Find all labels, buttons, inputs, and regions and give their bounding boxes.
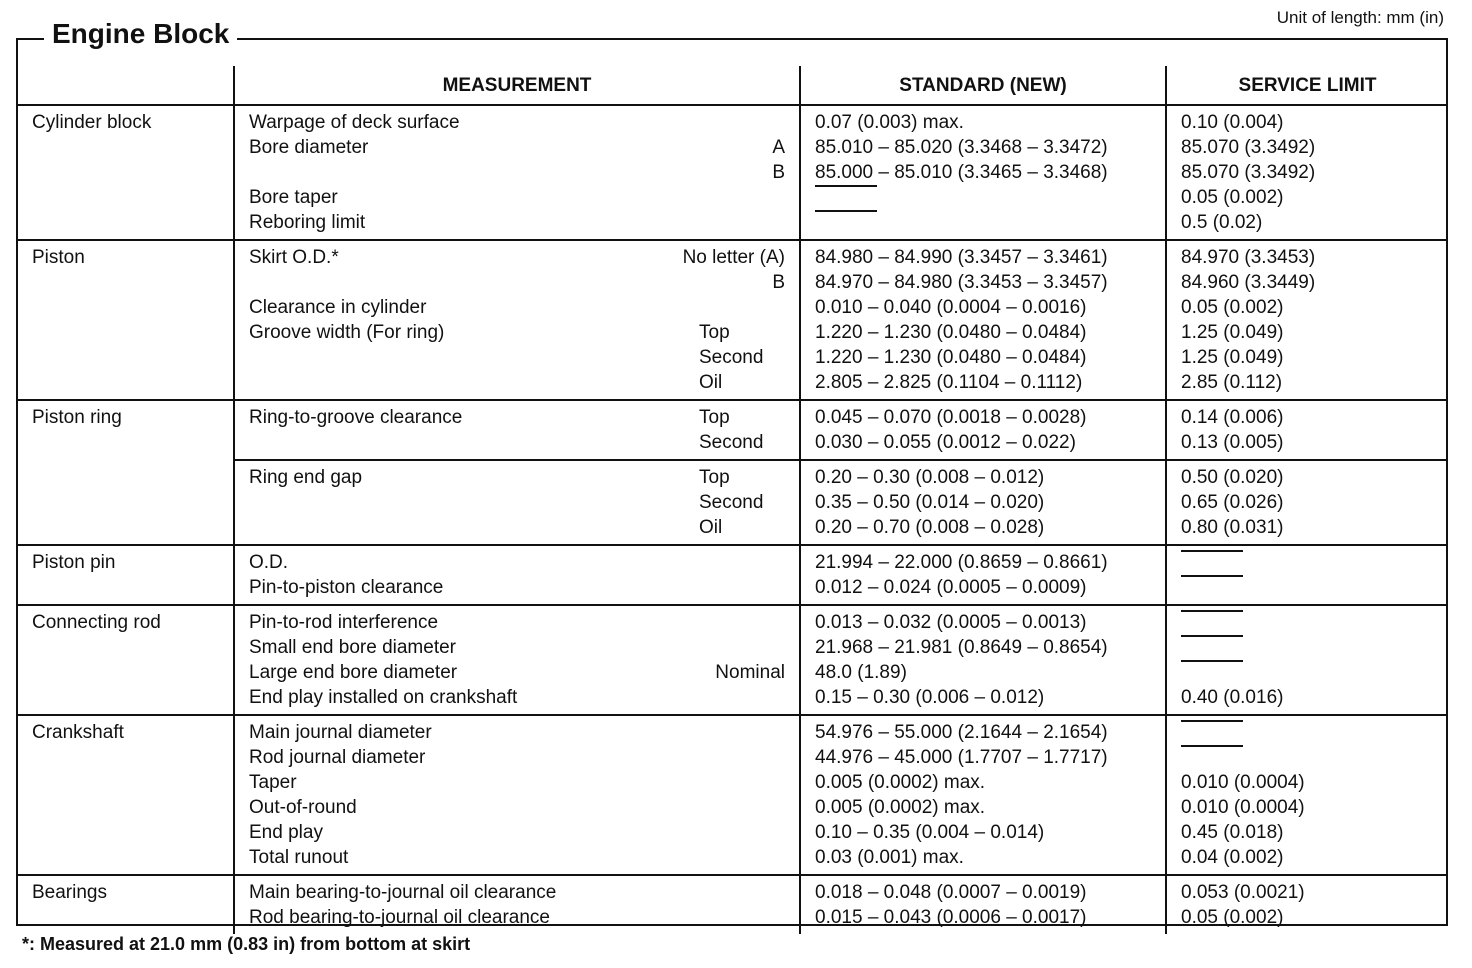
- limit-value: 0.05 (0.002): [1181, 907, 1284, 928]
- limit-value: 0.13 (0.005): [1181, 432, 1284, 453]
- measurement-line: [249, 685, 791, 710]
- measurement-condition: [699, 185, 791, 210]
- limit-line: [1181, 370, 1440, 395]
- limit-value: 0.65 (0.026): [1181, 492, 1284, 513]
- limit-value: 0.010 (0.0004): [1181, 772, 1305, 793]
- footnote: *: Measured at 21.0 mm (0.83 in) from bottom at skirt: [22, 934, 471, 954]
- standard-value: 1.220 – 1.230 (0.0480 – 0.0484): [815, 322, 1087, 343]
- standard-value: 85.000 – 85.010 (3.3465 – 3.3468): [815, 162, 1108, 183]
- standard-line: [815, 320, 1157, 345]
- not-applicable-dash: [815, 210, 877, 235]
- table-row: [16, 545, 1448, 605]
- measurement-condition: [699, 575, 791, 600]
- measurement-condition: [699, 720, 791, 745]
- group-cell: [16, 875, 234, 934]
- standard-line: [815, 720, 1157, 745]
- standard-line: [815, 490, 1157, 515]
- measurement-line: [249, 845, 791, 870]
- limit-line: [1181, 635, 1440, 660]
- standard-line: [815, 660, 1157, 685]
- measurement-condition: B: [772, 272, 785, 293]
- spec-body: [16, 105, 1448, 934]
- standard-value: 0.018 – 0.048 (0.0007 – 0.0019): [815, 882, 1087, 903]
- limit-value: 0.50 (0.020): [1181, 467, 1284, 488]
- standard-line: [815, 795, 1157, 820]
- measurement-cell: [234, 715, 800, 875]
- limit-line: [1181, 465, 1440, 490]
- header-row: [16, 66, 1448, 105]
- limit-line: [1181, 135, 1440, 160]
- limit-line: [1181, 185, 1440, 210]
- limit-value: 84.960 (3.3449): [1181, 272, 1316, 293]
- header-group: [16, 66, 234, 105]
- measurement-condition: [699, 745, 791, 770]
- limit-value: 0.40 (0.016): [1181, 687, 1284, 708]
- measurement-line: [249, 745, 791, 770]
- limit-cell: [1166, 105, 1448, 240]
- standard-value: 0.15 – 0.30 (0.006 – 0.012): [815, 687, 1045, 708]
- standard-value: 54.976 – 55.000 (2.1644 – 2.1654): [815, 722, 1108, 743]
- measurement-cell: [234, 400, 800, 460]
- measurement-condition: Second: [699, 347, 764, 368]
- standard-line: [815, 575, 1157, 600]
- limit-line: [1181, 210, 1440, 235]
- standard-value: 21.994 – 22.000 (0.8659 – 0.8661): [815, 552, 1108, 573]
- table-row: [16, 875, 1448, 934]
- measurement-line: [249, 245, 791, 270]
- not-applicable-dash: [1181, 550, 1243, 575]
- limit-cell: [1166, 400, 1448, 460]
- measurement-name: Large end bore diameter: [249, 662, 458, 683]
- measurement-name: Bore taper: [249, 187, 338, 208]
- not-applicable-dash: [1181, 610, 1243, 635]
- measurement-name: Warpage of deck surface: [249, 112, 460, 133]
- measurement-condition: [699, 820, 791, 845]
- measurement-line: [249, 160, 791, 185]
- measurement-name: Ring-to-groove clearance: [249, 407, 463, 428]
- limit-value: 84.970 (3.3453): [1181, 247, 1316, 268]
- group-cell: [16, 400, 234, 545]
- limit-cell: [1166, 240, 1448, 400]
- limit-value: 0.45 (0.018): [1181, 822, 1284, 843]
- measurement-name: [249, 490, 699, 515]
- standard-line: [815, 210, 1157, 235]
- measurement-condition: Second: [699, 432, 764, 453]
- measurement-condition: B: [772, 162, 785, 183]
- standard-value: 0.045 – 0.070 (0.0018 – 0.0028): [815, 407, 1087, 428]
- standard-line: [815, 820, 1157, 845]
- standard-value: 0.010 – 0.040 (0.0004 – 0.0016): [815, 297, 1087, 318]
- standard-value: 0.35 – 0.50 (0.014 – 0.020): [815, 492, 1045, 513]
- standard-line: [815, 845, 1157, 870]
- group-cell: [16, 605, 234, 715]
- measurement-condition: [699, 905, 791, 930]
- limit-line: [1181, 160, 1440, 185]
- limit-line: [1181, 610, 1440, 635]
- standard-line: [815, 135, 1157, 160]
- limit-line: [1181, 820, 1440, 845]
- measurement-cell: [234, 105, 800, 240]
- standard-value: 0.20 – 0.30 (0.008 – 0.012): [815, 467, 1045, 488]
- standard-value: 85.010 – 85.020 (3.3468 – 3.3472): [815, 137, 1108, 158]
- standard-line: [815, 635, 1157, 660]
- measurement-cell: [234, 240, 800, 400]
- measurement-name: Groove width (For ring): [249, 322, 445, 343]
- measurement-line: [249, 575, 791, 600]
- measurement-condition: [699, 610, 791, 635]
- limit-value: 0.04 (0.002): [1181, 847, 1284, 868]
- limit-line: [1181, 550, 1440, 575]
- group-label: Bearings: [32, 882, 107, 903]
- not-applicable-dash: [1181, 720, 1243, 745]
- limit-value: 2.85 (0.112): [1181, 372, 1283, 393]
- measurement-condition: [699, 880, 791, 905]
- measurement-name: Bore diameter: [249, 137, 369, 158]
- limit-line: [1181, 405, 1440, 430]
- measurement-condition: [699, 635, 791, 660]
- measurement-name: End play: [249, 822, 323, 843]
- standard-line: [815, 905, 1157, 930]
- limit-cell: [1166, 875, 1448, 934]
- limit-line: [1181, 245, 1440, 270]
- standard-cell: [800, 400, 1166, 460]
- standard-line: [815, 685, 1157, 710]
- standard-line: [815, 610, 1157, 635]
- measurement-line: [249, 430, 791, 455]
- table-row: [16, 240, 1448, 400]
- header-measurement: MEASUREMENT: [234, 66, 800, 105]
- measurement-condition: No letter (A): [682, 247, 785, 268]
- measurement-name: Skirt O.D.*: [249, 247, 339, 268]
- standard-value: 84.980 – 84.990 (3.3457 – 3.3461): [815, 247, 1108, 268]
- measurement-name: Pin-to-rod interference: [249, 612, 439, 633]
- not-applicable-dash: [1181, 745, 1243, 770]
- measurement-condition: [699, 550, 791, 575]
- standard-cell: [800, 715, 1166, 875]
- group-label: Connecting rod: [32, 612, 161, 633]
- limit-line: [1181, 685, 1440, 710]
- measurement-line: [249, 490, 791, 515]
- limit-line: [1181, 905, 1440, 930]
- measurement-line: [249, 550, 791, 575]
- standard-line: [815, 465, 1157, 490]
- limit-value: 0.10 (0.004): [1181, 112, 1284, 133]
- table-row: [16, 605, 1448, 715]
- measurement-name: Out-of-round: [249, 797, 357, 818]
- limit-line: [1181, 845, 1440, 870]
- standard-line: [815, 880, 1157, 905]
- measurement-line: [249, 345, 791, 370]
- standard-cell: [800, 605, 1166, 715]
- limit-line: [1181, 110, 1440, 135]
- measurement-name: Reboring limit: [249, 212, 366, 233]
- measurement-condition: A: [772, 137, 785, 158]
- measurement-condition: Oil: [699, 517, 723, 538]
- measurement-line: [249, 880, 791, 905]
- page-title: Engine Block: [44, 18, 237, 50]
- group-cell: [16, 105, 234, 240]
- measurement-cell: [234, 875, 800, 934]
- spec-table: [16, 66, 1448, 934]
- not-applicable-dash: [1181, 635, 1243, 660]
- measurement-condition: Oil: [699, 372, 723, 393]
- limit-line: [1181, 720, 1440, 745]
- standard-line: [815, 515, 1157, 540]
- measurement-name: Main journal diameter: [249, 722, 432, 743]
- limit-cell: [1166, 605, 1448, 715]
- limit-value: 85.070 (3.3492): [1181, 137, 1316, 158]
- table-row: [16, 400, 1448, 460]
- measurement-line: [249, 185, 791, 210]
- standard-cell: [800, 875, 1166, 934]
- measurement-cell: [234, 545, 800, 605]
- table-row: [16, 105, 1448, 240]
- table-row: [16, 715, 1448, 875]
- standard-value: 0.012 – 0.024 (0.0005 – 0.0009): [815, 577, 1087, 598]
- measurement-line: [249, 295, 791, 320]
- limit-value: 0.5 (0.02): [1181, 212, 1263, 233]
- group-cell: [16, 240, 234, 400]
- measurement-name: [249, 160, 772, 185]
- measurement-condition: Second: [699, 492, 764, 513]
- limit-line: [1181, 430, 1440, 455]
- measurement-line: [249, 515, 791, 540]
- standard-line: [815, 345, 1157, 370]
- limit-value: 0.05 (0.002): [1181, 297, 1284, 318]
- standard-line: [815, 370, 1157, 395]
- standard-line: [815, 185, 1157, 210]
- limit-line: [1181, 745, 1440, 770]
- limit-line: [1181, 795, 1440, 820]
- measurement-name: Rod journal diameter: [249, 747, 426, 768]
- standard-value: 0.07 (0.003) max.: [815, 112, 964, 133]
- measurement-name: O.D.: [249, 552, 289, 573]
- standard-value: 0.030 – 0.055 (0.0012 – 0.022): [815, 432, 1076, 453]
- group-cell: [16, 715, 234, 875]
- standard-value: 1.220 – 1.230 (0.0480 – 0.0484): [815, 347, 1087, 368]
- measurement-line: [249, 660, 791, 685]
- standard-line: [815, 245, 1157, 270]
- measurement-condition: Top: [699, 467, 730, 488]
- standard-line: [815, 430, 1157, 455]
- measurement-name: [249, 270, 772, 295]
- standard-value: 0.03 (0.001) max.: [815, 847, 964, 868]
- standard-value: 0.013 – 0.032 (0.0005 – 0.0013): [815, 612, 1087, 633]
- standard-cell: [800, 105, 1166, 240]
- measurement-condition: [699, 770, 791, 795]
- measurement-name: End play installed on crankshaft: [249, 687, 518, 708]
- measurement-line: [249, 635, 791, 660]
- unit-note: Unit of length: mm (in): [1276, 8, 1444, 27]
- limit-value: 1.25 (0.049): [1181, 322, 1284, 343]
- measurement-condition: [699, 795, 791, 820]
- standard-cell: [800, 240, 1166, 400]
- measurement-line: [249, 720, 791, 745]
- standard-value: 0.10 – 0.35 (0.004 – 0.014): [815, 822, 1045, 843]
- standard-value: 0.20 – 0.70 (0.008 – 0.028): [815, 517, 1045, 538]
- group-label: Cylinder block: [32, 112, 152, 133]
- standard-value: 0.015 – 0.043 (0.0006 – 0.0017): [815, 907, 1087, 928]
- limit-line: [1181, 880, 1440, 905]
- limit-line: [1181, 770, 1440, 795]
- measurement-name: Clearance in cylinder: [249, 297, 427, 318]
- limit-line: [1181, 270, 1440, 295]
- limit-line: [1181, 660, 1440, 685]
- standard-line: [815, 405, 1157, 430]
- limit-cell: [1166, 545, 1448, 605]
- measurement-line: [249, 405, 791, 430]
- measurement-line: [249, 210, 791, 235]
- limit-line: [1181, 575, 1440, 600]
- measurement-condition: Nominal: [715, 662, 785, 683]
- standard-value: 84.970 – 84.980 (3.3453 – 3.3457): [815, 272, 1108, 293]
- group-label: Crankshaft: [32, 722, 124, 743]
- standard-value: 44.976 – 45.000 (1.7707 – 1.7717): [815, 747, 1108, 768]
- group-label: Piston ring: [32, 407, 122, 428]
- limit-value: 0.80 (0.031): [1181, 517, 1284, 538]
- measurement-name: Ring end gap: [249, 467, 363, 488]
- standard-line: [815, 295, 1157, 320]
- measurement-condition: [699, 845, 791, 870]
- limit-line: [1181, 345, 1440, 370]
- limit-cell: [1166, 715, 1448, 875]
- measurement-cell: [234, 460, 800, 545]
- measurement-line: [249, 110, 791, 135]
- standard-cell: [800, 460, 1166, 545]
- limit-line: [1181, 515, 1440, 540]
- group-label: Piston pin: [32, 552, 116, 573]
- measurement-line: [249, 370, 791, 395]
- measurement-name: [249, 515, 699, 540]
- measurement-name: Total runout: [249, 847, 349, 868]
- measurement-condition: [699, 110, 791, 135]
- standard-line: [815, 745, 1157, 770]
- measurement-name: [249, 345, 699, 370]
- group-cell: [16, 545, 234, 605]
- measurement-line: [249, 270, 791, 295]
- standard-value: 0.005 (0.0002) max.: [815, 772, 986, 793]
- limit-line: [1181, 320, 1440, 345]
- measurement-line: [249, 795, 791, 820]
- limit-value: 85.070 (3.3492): [1181, 162, 1316, 183]
- standard-line: [815, 160, 1157, 185]
- not-applicable-dash: [815, 185, 877, 210]
- measurement-line: [249, 610, 791, 635]
- standard-value: 2.805 – 2.825 (0.1104 – 0.1112): [815, 372, 1083, 393]
- measurement-condition: [699, 685, 791, 710]
- limit-cell: [1166, 460, 1448, 545]
- not-applicable-dash: [1181, 575, 1243, 600]
- not-applicable-dash: [1181, 660, 1243, 685]
- measurement-condition: [699, 210, 791, 235]
- standard-line: [815, 270, 1157, 295]
- standard-value: 48.0 (1.89): [815, 662, 907, 683]
- standard-line: [815, 110, 1157, 135]
- limit-value: 0.05 (0.002): [1181, 187, 1284, 208]
- measurement-line: [249, 905, 791, 930]
- measurement-line: [249, 770, 791, 795]
- measurement-name: [249, 370, 699, 395]
- standard-line: [815, 770, 1157, 795]
- limit-line: [1181, 490, 1440, 515]
- standard-value: 21.968 – 21.981 (0.8649 – 0.8654): [815, 637, 1108, 658]
- group-label: Piston: [32, 247, 85, 268]
- measurement-cell: [234, 605, 800, 715]
- measurement-line: [249, 135, 791, 160]
- measurement-name: Pin-to-piston clearance: [249, 577, 444, 598]
- limit-line: [1181, 295, 1440, 320]
- measurement-line: [249, 320, 791, 345]
- measurement-condition: [699, 295, 791, 320]
- measurement-name: [249, 430, 699, 455]
- measurement-name: Taper: [249, 772, 297, 793]
- standard-line: [815, 550, 1157, 575]
- standard-value: 0.005 (0.0002) max.: [815, 797, 986, 818]
- limit-value: 0.14 (0.006): [1181, 407, 1284, 428]
- measurement-condition: Top: [699, 407, 730, 428]
- measurement-name: Main bearing-to-journal oil clearance: [249, 882, 557, 903]
- measurement-line: [249, 820, 791, 845]
- standard-cell: [800, 545, 1166, 605]
- limit-value: 1.25 (0.049): [1181, 347, 1284, 368]
- measurement-name: Rod bearing-to-journal oil clearance: [249, 907, 551, 928]
- measurement-line: [249, 465, 791, 490]
- limit-value: 0.053 (0.0021): [1181, 882, 1305, 903]
- measurement-name: Small end bore diameter: [249, 637, 456, 658]
- limit-value: 0.010 (0.0004): [1181, 797, 1305, 818]
- header-standard: STANDARD (NEW): [800, 66, 1166, 105]
- measurement-condition: Top: [699, 322, 730, 343]
- header-service-limit: SERVICE LIMIT: [1166, 66, 1448, 105]
